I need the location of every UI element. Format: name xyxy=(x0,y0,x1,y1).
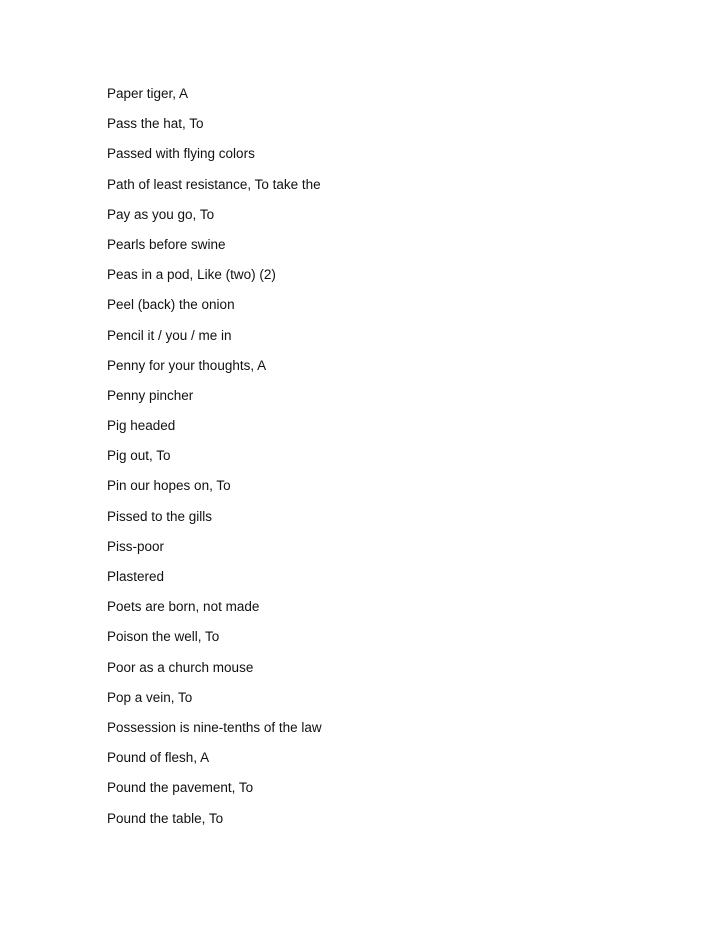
idiom-list xyxy=(107,85,322,840)
list-item: Pound of flesh, A xyxy=(107,750,210,766)
list-item: Possession is nine-tenths of the law xyxy=(107,719,322,735)
list-item: Penny for your thoughts, A xyxy=(107,357,267,373)
list-item: Pencil it / you / me in xyxy=(107,327,232,343)
list-item: Poison the well, To xyxy=(107,629,220,645)
list-item: Peas in a pod, Like (two) (2) xyxy=(107,267,276,283)
list-item: Pay as you go, To xyxy=(107,206,215,222)
list-item: Pop a vein, To xyxy=(107,689,193,705)
list-item: Peel (back) the onion xyxy=(107,297,235,313)
list-item: Passed with flying colors xyxy=(107,146,255,162)
list-item: Pissed to the gills xyxy=(107,508,213,524)
list-item: Pass the hat, To xyxy=(107,116,204,132)
list-item: Piss-poor xyxy=(107,538,165,554)
list-item: Pin our hopes on, To xyxy=(107,478,231,494)
list-item: Pound the table, To xyxy=(107,810,224,826)
list-item: Pound the pavement, To xyxy=(107,780,254,796)
list-item: Pig headed xyxy=(107,418,176,434)
list-item: Plastered xyxy=(107,569,165,584)
list-item: Pearls before swine xyxy=(107,236,226,252)
list-item: Path of least resistance, To take the xyxy=(107,176,321,192)
list-item: Penny pincher xyxy=(107,387,194,403)
list-item: Poor as a church mouse xyxy=(107,659,254,675)
list-item: Poets are born, not made xyxy=(107,599,260,615)
list-item: Paper tiger, A xyxy=(107,86,189,101)
list-item: Pig out, To xyxy=(107,448,171,464)
